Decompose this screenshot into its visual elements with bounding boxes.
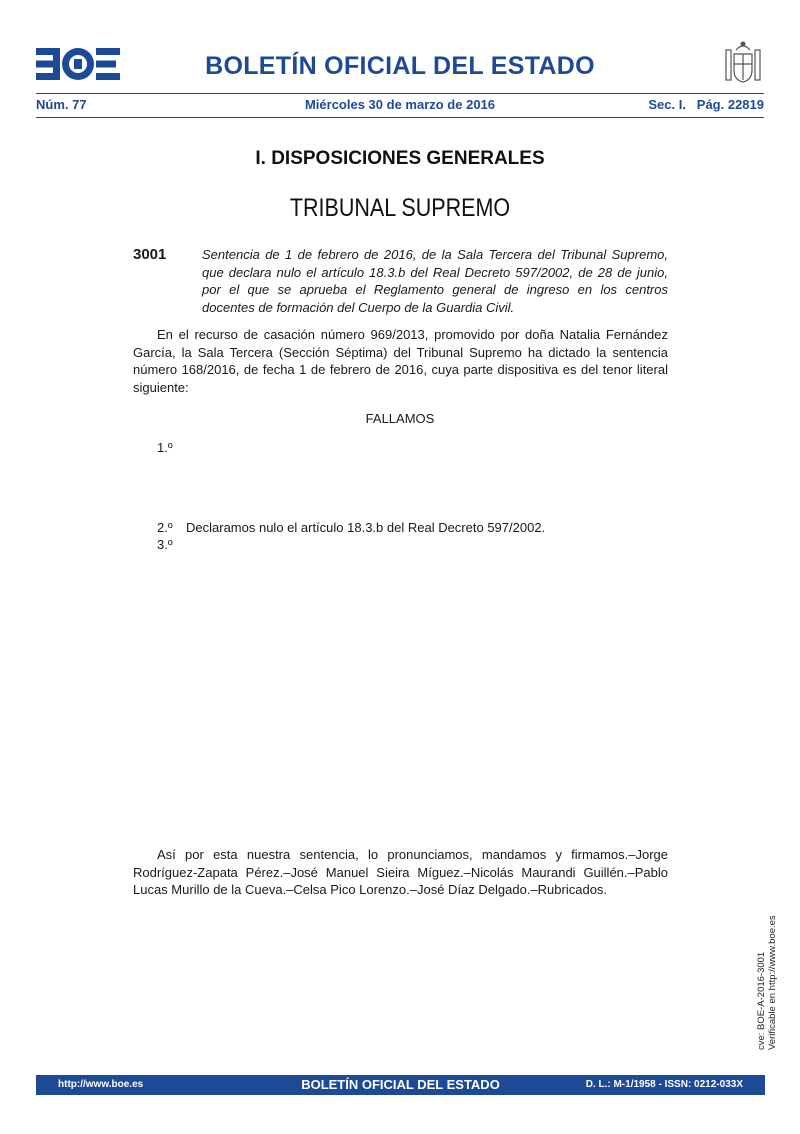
ruling-item-number: 2.º <box>157 520 173 535</box>
fallamos-heading: FALLAMOS <box>365 411 435 426</box>
coat-of-arms-icon <box>722 40 764 86</box>
footer-bar <box>36 1075 765 1095</box>
footer-url-link[interactable]: http://www.boe.es <box>58 1079 144 1090</box>
section-title: I. DISPOSICIONES GENERALES <box>255 148 545 169</box>
disposition-number: 3001 <box>133 246 167 263</box>
verify-link[interactable]: Verificable en http://www.boe.es <box>767 915 778 1050</box>
organism-title: TRIBUNAL SUPREMO <box>289 194 511 222</box>
issue-date: Miércoles 30 de marzo de 2016 <box>304 97 496 112</box>
cve-code: cve: BOE-A-2016-3001 <box>756 951 767 1050</box>
ruling-item-number: 3.º <box>157 537 173 552</box>
header-rule-bottom <box>36 117 764 118</box>
masthead-title: BOLETÍN OFICIAL DEL ESTADO <box>205 52 595 80</box>
issue-number: Núm. 77 <box>36 97 87 112</box>
intro-paragraph: En el recurso de casación número 969/2013, promovido por doña Natalia Fernández García, la Sala Tercera (Sección Séptima) del Tribunal Supremo ha dictado la sentencia número 168/2016, de fecha 1 de febrero de 2016, cuya parte dispositiva es del tenor literal siguiente: <box>133 327 668 395</box>
ruling-item-text: Declaramos nulo el artículo 18.3.b del Real Decreto 597/2002. <box>186 520 546 535</box>
disposition-title: Sentencia de 1 de febrero de 2016, de la Sala Tercera del Tribunal Supremo, que declara nulo el artículo 18.3.b del Real Decreto 597/2002, de 28 de junio, por el que se aprueba el Reglamento general de ingreso en los centros docentes de formación del Cuerpo de la Guardia Civil. <box>202 247 668 315</box>
ruling-item-number: 1.º <box>157 440 173 455</box>
header-rule-top <box>36 93 764 94</box>
boe-logo <box>36 46 120 82</box>
closing-paragraph: Así por esta nuestra sentencia, lo pronunciamos, mandamos y firmamos.–Jorge Rodríguez-Zapata Pérez.–José Manuel Sieira Míguez.–Nicolás Maurandi Guillén.–Pablo Lucas Murillo de la Cueva.–Celsa Pico Lorenzo.–José Díaz Delgado.–Rubricados. <box>133 847 668 897</box>
footer-title: BOLETÍN OFICIAL DEL ESTADO <box>301 1077 500 1092</box>
footer-legal: D. L.: M-1/1958 - ISSN: 0212-033X <box>585 1079 743 1090</box>
verification-note <box>756 890 778 1050</box>
section-page: Sec. I. Pág. 22819 <box>648 97 764 112</box>
